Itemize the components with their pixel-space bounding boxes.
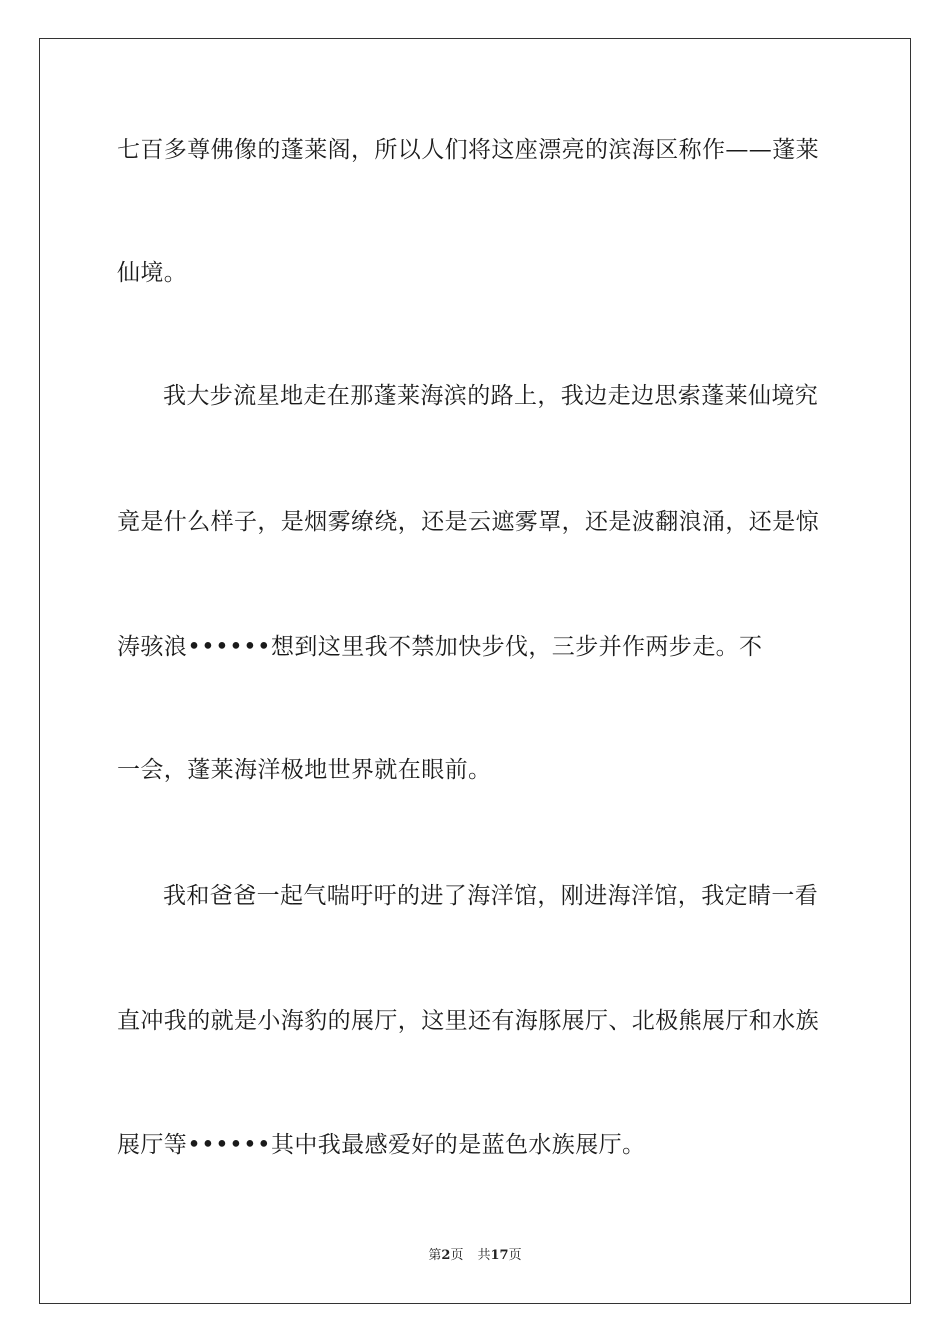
paragraph-line: 竟是什么样子，是烟雾缭绕，还是云遮雾罩，还是波翻浪涌，还是惊	[117, 509, 819, 535]
page-footer	[0, 1247, 950, 1265]
page-number-current: 2	[441, 1248, 451, 1263]
total-suffix: 页	[508, 1248, 522, 1263]
paragraph-line: 涛骇浪••••••想到这里我不禁加快步伐，三步并作两步走。不	[117, 634, 763, 660]
paragraph-line: 我大步流星地走在那蓬莱海滨的路上，我边走边思索蓬莱仙境究	[163, 383, 819, 409]
page-border	[39, 38, 911, 1304]
page-suffix: 页	[450, 1248, 464, 1263]
paragraph-line: 七百多尊佛像的蓬莱阁，所以人们将这座漂亮的滨海区称作——蓬莱	[117, 137, 819, 163]
paragraph-line: 仙境。	[117, 260, 188, 286]
paragraph-line: 一会，蓬莱海洋极地世界就在眼前。	[117, 757, 492, 783]
page-number-total: 17	[490, 1248, 509, 1263]
paragraph-line: 展厅等••••••其中我最感爱好的是蓝色水族展厅。	[117, 1132, 646, 1158]
page-prefix: 第	[428, 1248, 442, 1263]
total-prefix: 共	[477, 1248, 491, 1263]
paragraph-line: 直冲我的就是小海豹的展厅，这里还有海豚展厅、北极熊展厅和水族	[117, 1008, 819, 1034]
paragraph-line: 我和爸爸一起气喘吁吁的进了海洋馆，刚进海洋馆，我定睛一看	[163, 883, 819, 909]
